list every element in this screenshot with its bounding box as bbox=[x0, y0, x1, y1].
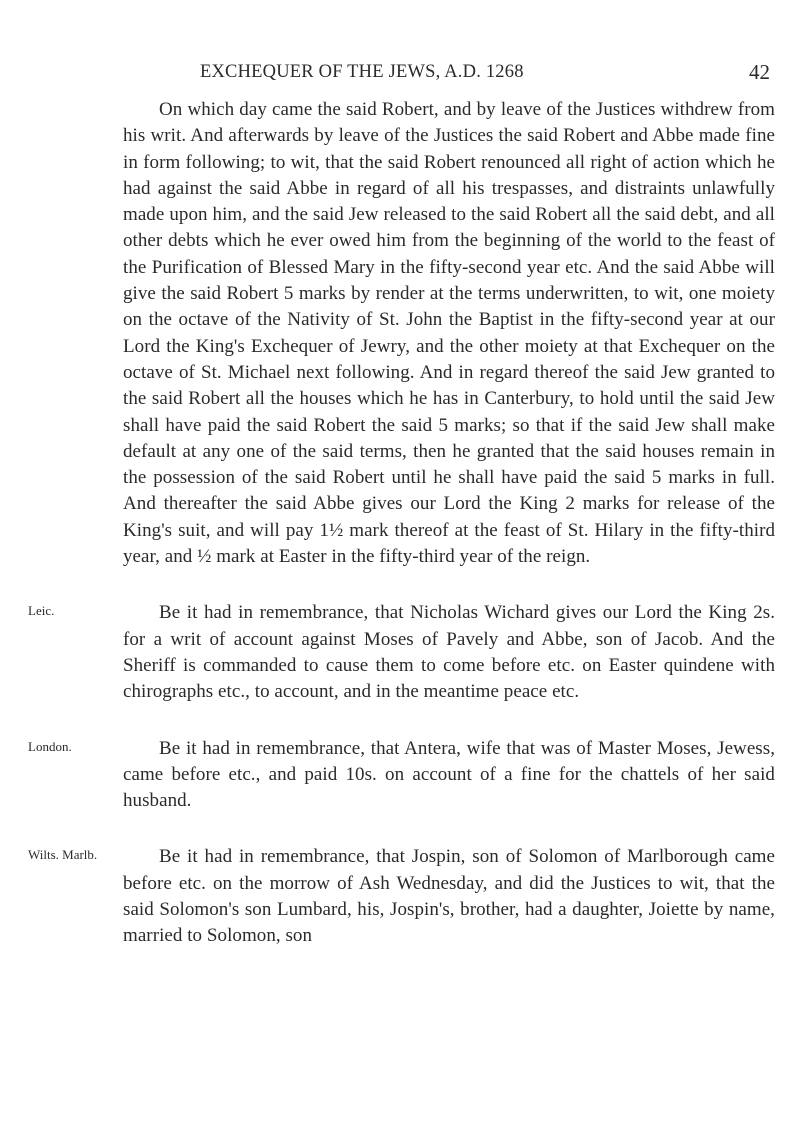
body-text bbox=[28, 97, 775, 950]
entry-london bbox=[28, 736, 775, 815]
paragraph-1: On which day came the said Robert, and by leave of the Justices withdrew from his writ. And afterwards by leave of the Justices the said Robert and Abbe made fine in form following; to wit, that the said Robert renounced all right of action which he had against the said Abbe in regard of all his trespasses, and distraints unlawfully made upon him, and the said Jew released to the said Robert all the said debt, and all other debts which he ever owed him from the beginning of the world to the feast of the Purification of Blessed Mary in the fifty-second year etc. And the said Abbe will give the said Robert 5 marks by render at the terms underwritten, to wit, one moiety on the octave of the Nativity of St. John the Baptist in the fifty-second year at our Lord the King's Exchequer of Jewry, and the other moiety at that Exchequer on the octave of St. Michael next following. And in regard thereof the said Jew granted to the said Robert all the houses which he has in Canterbury, to hold until the said Jew shall have paid the said Robert the said 5 marks; so that if the said Jew shall make default at any one of the said terms, then he granted that the said houses remain in the possession of the said Robert until he shall have paid the said 5 marks in full. And thereafter the said Abbe gives our Lord the King 2 marks for release of the King's suit, and will pay 1½ mark thereof at the feast of St. Hilary in the fifty-third year, and ½ mark at Easter in the fifty-third year of the reign. bbox=[123, 99, 775, 568]
entry-wilts bbox=[28, 844, 775, 949]
margin-note-london: London. bbox=[28, 738, 72, 754]
running-title: EXCHEQUER OF THE JEWS, A.D. 1268 bbox=[200, 62, 524, 82]
margin-note-leic: Leic. bbox=[28, 603, 55, 619]
entry-leic bbox=[28, 600, 775, 705]
page-header bbox=[0, 62, 800, 86]
paragraph-4: Be it had in remembrance, that Jospin, son of Solomon of Marlborough came before etc. on the morrow of Ash Wednesday, and did the Justices to wit, that the said Solomon's son Lumbard, his, Jospin's, brother, had a daughter, Joiette by name, married to Solomon, son bbox=[123, 846, 775, 947]
paragraph-2: Be it had in remembrance, that Nicholas Wichard gives our Lord the King 2s. for a writ of account against Moses of Pavely and Abbe, son of Jacob. And the Sheriff is commanded to cause them to come before etc. on Easter quindene with chirographs etc., to account, and in the meantime peace etc. bbox=[123, 602, 775, 703]
paragraph-3: Be it had in remembrance, that Antera, wife that was of Master Moses, Jewess, came before etc., and paid 10s. on account of a fine for the chattels of her said husband. bbox=[123, 737, 775, 812]
margin-note-wilts: Wilts. Marlb. bbox=[28, 847, 98, 863]
page-number: 42 bbox=[749, 60, 770, 84]
entry-1 bbox=[123, 97, 775, 570]
